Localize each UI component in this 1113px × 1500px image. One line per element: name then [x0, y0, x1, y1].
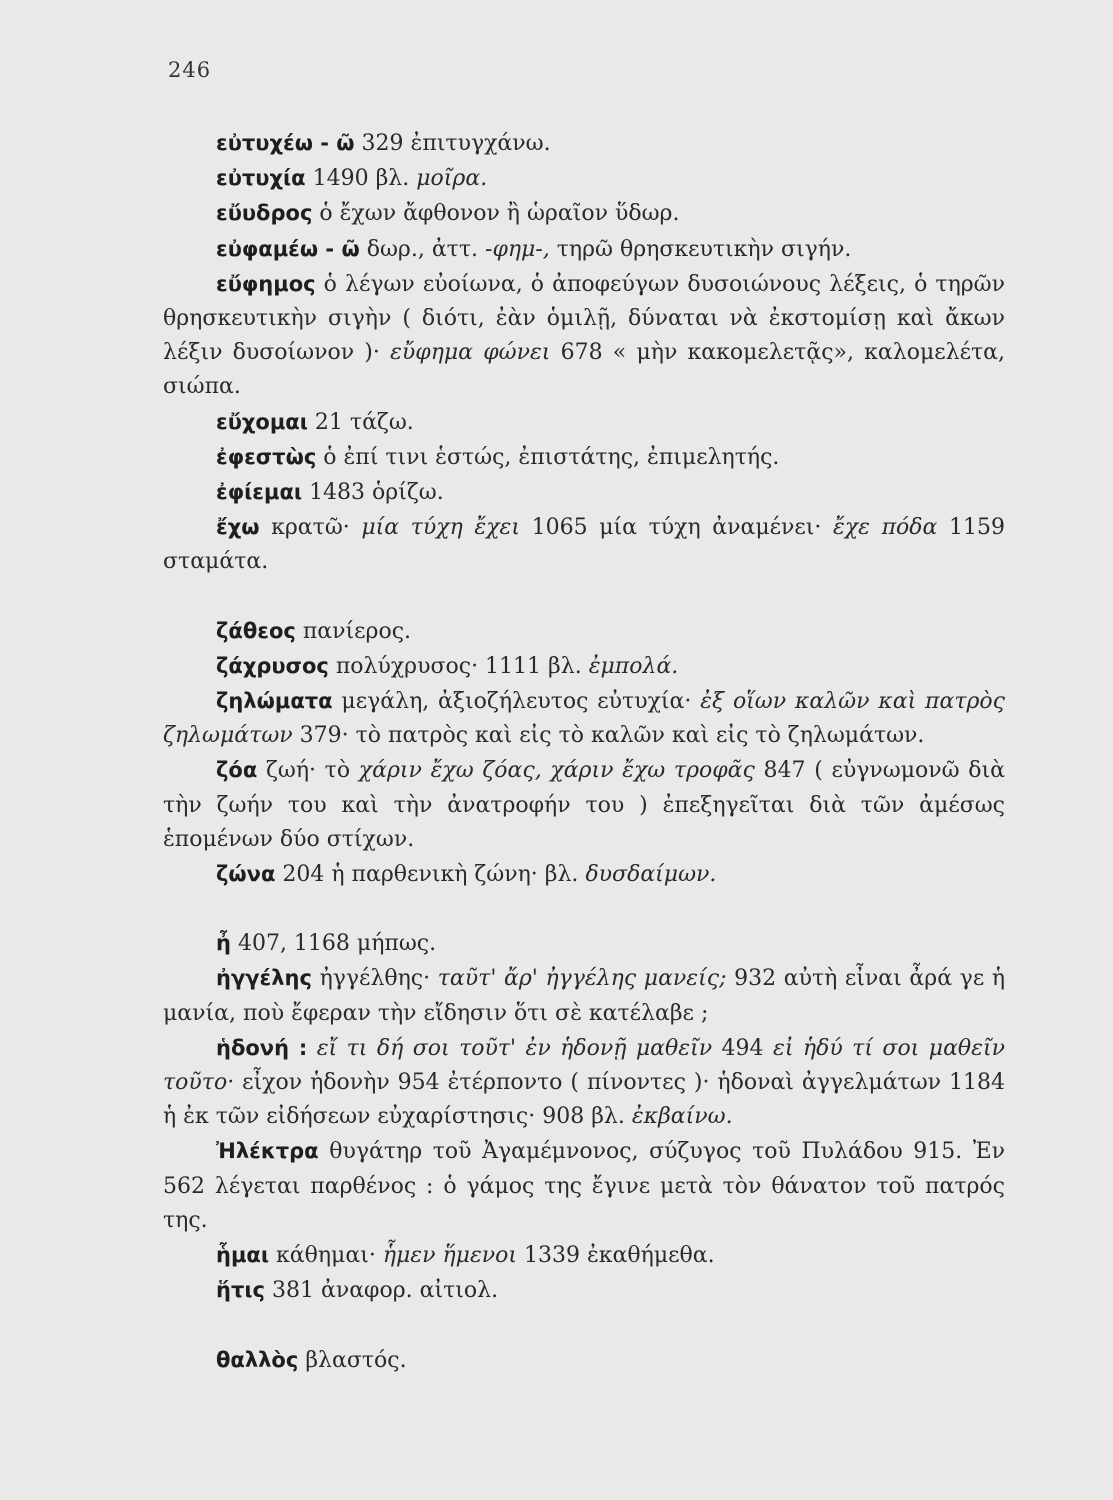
page-number: 246	[168, 58, 212, 82]
definition-text: 1339 ἐκαθήμεθα.	[524, 1243, 715, 1269]
italic-quote: δυσδαίμων.	[585, 862, 717, 888]
headword: ἡδονή :	[216, 1035, 308, 1060]
headword: εὔχομαι	[216, 409, 308, 434]
definition-text: 1065 μία τύχη ἀναμένει·	[531, 515, 822, 541]
glossary-entry	[163, 614, 1005, 649]
definition-text: 381 ἀναφορ. αἰτιολ.	[271, 1278, 499, 1304]
definition-text: 1159 σταμάτα.	[163, 515, 1005, 575]
headword: εὐφαμέω - ῶ	[216, 236, 360, 261]
glossary-text	[163, 126, 1005, 1378]
glossary-entry	[163, 1238, 1005, 1273]
glossary-entry	[163, 267, 1005, 405]
glossary-entry	[163, 232, 1005, 267]
headword: ζόα	[216, 758, 258, 783]
definition-text: βλαστός.	[305, 1347, 407, 1373]
italic-quote: ἔχε πόδα	[833, 515, 938, 541]
italic-quote: εἰ ἡδύ τί σοι μαθεῖν τοῦτο·	[163, 1035, 1005, 1096]
glossary-entry	[163, 1134, 1005, 1238]
headword: εὔυδρος	[216, 201, 313, 226]
headword: ζάχρυσος	[216, 653, 329, 678]
headword: θαλλὸς	[216, 1347, 299, 1372]
definition-text: 204 ἡ παρθενικὴ ζώνη· βλ.	[282, 862, 579, 888]
headword: ζηλώματα	[216, 689, 333, 714]
definition-text: ὁ ἔχων ἄφθονον ἢ ὡραῖον ὕδωρ.	[319, 201, 680, 227]
definition-text: ὁ λέγων εὐοίωνα, ὁ ἀποφεύγων δυσοιώνους λέξεις, ὁ τηρῶν θρησκευτικὴν σιγὴν ( διότι, ἐὰν ὁμιλῇ, δύναται νὰ ἐκστομίσῃ καὶ ἄκων λέξιν δυσοίωνον )·	[163, 271, 1005, 366]
definition-text: 932 αὐτὴ εἶναι ἆρά γε ἡ μανία, ποὺ ἔφεραν τὴν εἴδησιν ὅτι σὲ κατέλαβε ;	[163, 966, 1006, 1026]
glossary-entry	[163, 440, 1005, 475]
headword: ἧμαι	[216, 1243, 270, 1268]
italic-quote: εἴ τι δή σοι τοῦτ' ἐν ἡδονῇ μαθεῖν	[316, 1035, 713, 1061]
definition-text: πανίερος.	[302, 618, 412, 644]
definition-text: 847 ( εὐγνωμονῶ διὰ τὴν ζωήν του καὶ τὴν ἀνατροφήν του ) ἐπεξηγεῖται διὰ τῶν ἀμέσως ἑπομένων δύο στίχων.	[163, 758, 1005, 852]
definition-text: 329 ἐπιτυγχάνω.	[361, 131, 551, 156]
headword: ζώνα	[216, 862, 276, 887]
definition-text: ὁ ἐπί τινι ἑστώς, ἐπιστάτης, ἐπιμελητής.	[323, 444, 780, 470]
headword: ἥτις	[216, 1278, 265, 1303]
definition-text: κάθημαι·	[276, 1243, 376, 1269]
glossary-entry	[163, 753, 1005, 857]
headword: Ἠλέκτρα	[216, 1139, 319, 1164]
glossary-entry	[163, 961, 1005, 1030]
italic-quote: χάριν ἔχω ζόας, χάριν ἔχω τροφᾶς	[358, 758, 755, 784]
headword: εὐτυχέω - ῶ	[216, 131, 355, 155]
headword: ἐφεστὼς	[216, 444, 317, 469]
italic-quote: μοῖρα.	[416, 166, 488, 192]
definition-text: 21 τάζω.	[314, 409, 414, 435]
glossary-entry	[163, 926, 1005, 961]
italic-quote: ταῦτ' ἄρ' ἠγγέλης μανείς;	[437, 966, 727, 992]
italic-quote: ἐμπολά.	[588, 653, 679, 679]
glossary-entry	[163, 1031, 1005, 1135]
definition-text: 1490 βλ.	[312, 166, 410, 192]
definition-text: θυγάτηρ τοῦ Ἀγαμέμνονος, σύζυγος τοῦ Πυλάδου 915. Ἐν 562 λέγεται παρθένος : ὁ γάμος της ἔγινε μετὰ τὸν θάνατον τοῦ πατρός της.	[163, 1139, 1005, 1233]
definition-text: μεγάλη, ἀξιοζήλευτος εὐτυχία·	[341, 689, 692, 715]
glossary-entry	[163, 405, 1005, 440]
headword: ἐφίεμαι	[216, 480, 303, 505]
italic-quote: ἐξ οἵων καλῶν καὶ πατρὸς ζηλωμάτων	[163, 689, 1005, 749]
definition-text: 407, 1168 μήπως.	[237, 931, 437, 957]
headword: εὐτυχία	[216, 166, 306, 191]
italic-quote: -φημ-,	[485, 236, 550, 262]
glossary-entry	[163, 1343, 1005, 1378]
definition-text: δωρ., ἀττ.	[366, 236, 479, 262]
definition-text: 494	[721, 1035, 764, 1061]
glossary-entry	[163, 126, 1005, 161]
headword: ἔχω	[216, 515, 260, 540]
definition-text: ἠγγέλθης·	[319, 966, 431, 992]
italic-quote: ἐκβαίνω.	[631, 1104, 733, 1130]
glossary-entry	[163, 857, 1005, 892]
definition-text: εἶχον ἡδονὴν 954 ἐτέρποντο ( πίνοντες )· ἡδοναὶ ἀγγελμάτων 1184 ἡ ἐκ τῶν εἰδήσεων εὐχαρίστησις· 908 βλ.	[163, 1070, 1005, 1130]
glossary-entry	[163, 1273, 1005, 1308]
glossary-entry	[163, 510, 1005, 579]
headword: ἦ	[216, 931, 231, 956]
glossary-entry	[163, 161, 1005, 196]
italic-quote: ἧμεν ἥμενοι	[382, 1243, 518, 1269]
italic-quote: εὔφημα φώνει	[390, 340, 551, 366]
headword: εὔφημος	[216, 271, 316, 296]
glossary-entry	[163, 196, 1005, 231]
definition-text: πολύχρυσος· 1111 βλ.	[335, 653, 582, 679]
definition-text: ζωή· τὸ	[265, 758, 351, 784]
glossary-entry	[163, 684, 1005, 753]
headword: ζάθεος	[216, 618, 296, 643]
glossary-entry	[163, 475, 1005, 510]
definition-text: 678 « μὴν κακομελετᾷς», καλομελέτα, σιώπα.	[163, 340, 1006, 400]
headword: ἠγγέλης	[216, 966, 312, 991]
glossary-entry	[163, 649, 1005, 684]
italic-quote: μία τύχη ἔχει	[361, 515, 520, 541]
definition-text: 379· τὸ πατρὸς καὶ εἰς τὸ καλῶν καὶ εἰς τὸ ζηλωμάτων.	[299, 723, 925, 749]
definition-text: 1483 ὁρίζω.	[309, 480, 444, 506]
definition-text: τηρῶ θρησκευτικὴν σιγήν.	[556, 236, 852, 262]
definition-text: κρατῶ·	[271, 515, 350, 541]
